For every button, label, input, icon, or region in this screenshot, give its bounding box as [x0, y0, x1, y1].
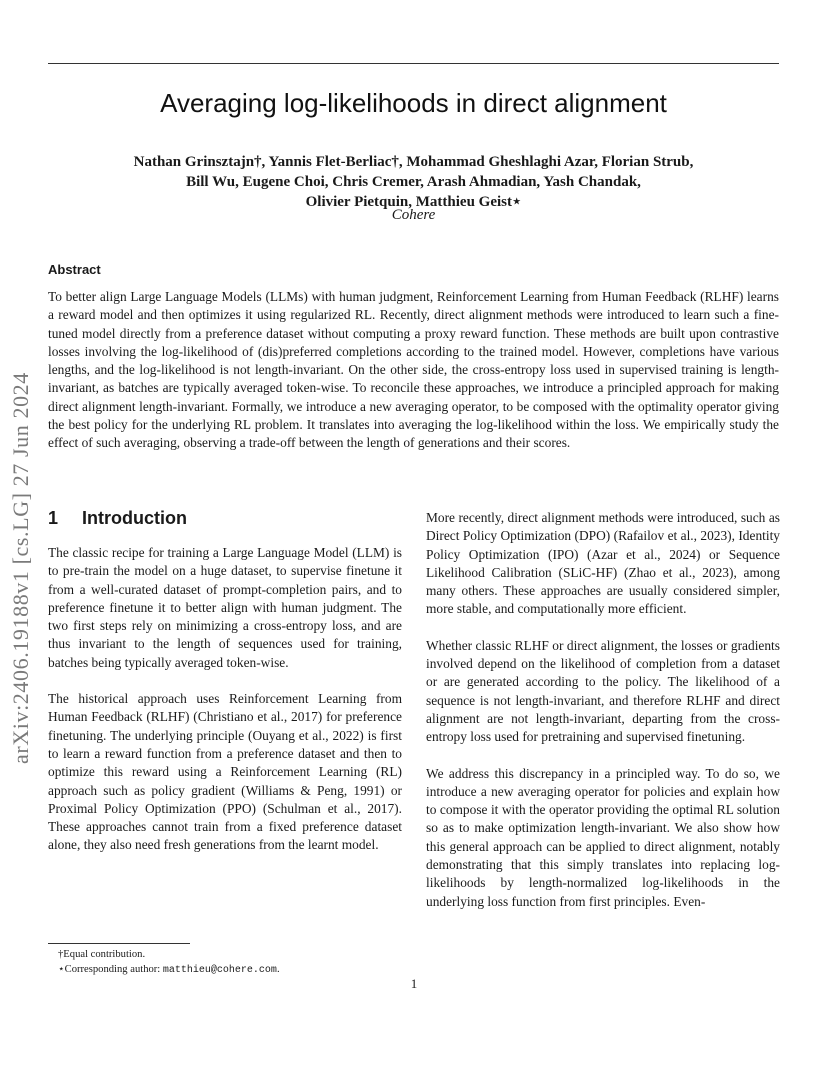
arxiv-identifier-stamp: arXiv:2406.19188v1 [cs.LG] 27 Jun 2024 — [8, 372, 33, 764]
left-paragraph-1: The classic recipe for training a Large Language Model (LLM) is to pre-train the model on a huge dataset, to supervise finetune it from a well-curated dataset of prompt-completion pairs, and to preference finetune it to better align with human judgment. The two first steps rely on minimizing a cross-entropy loss, and are thus invariant to the length of sequences used for training, batches being typically averaged token-wise. — [48, 545, 402, 670]
right-paragraph-1: More recently, direct alignment methods were introduced, such as Direct Policy Optimization (DPO) (Rafailov et al., 2023), Identity Policy Optimization (IPO) (Azar et al., 2024) or Sequence Likelihood Calibration (SLiC-HF) (Zhao et al., 2023), among many others. These approaches are usually considered simpler, more stable, and computationally more efficient. — [426, 510, 780, 617]
left-paragraph-2: The historical approach uses Reinforcement Learning from Human Feedback (RLHF) (Christiano et al., 2017) for preference finetuning. The underlying principle (Ouyang et al., 2022) is first to learn a reward function from a preference dataset and then to optimize this reward using a Reinforcement Learning (RL) approach such as policy gradient (Williams & Peng, 1991) or Proximal Policy Optimization (PPO) (Schulman et al., 2017). These approaches cannot train from a fixed preference dataset alone, they also need fresh generations from the learnt model. — [48, 691, 402, 853]
page-number: 1 — [410, 976, 418, 991]
section-title: Introduction — [82, 508, 187, 528]
abstract-heading: Abstract — [48, 262, 101, 277]
author-email-link[interactable]: matthieu@cohere.com — [162, 965, 277, 976]
footnote-rule — [48, 943, 190, 944]
author-line-3: Olivier Pietquin, Matthieu Geist⋆ — [305, 194, 522, 210]
footnotes — [58, 947, 280, 978]
author-list — [48, 152, 779, 212]
right-paragraph-2: Whether classic RLHF or direct alignment, the losses or gradients involved depend on the likelihood of completion from a dataset or are generated according to the policy. The likelihood of a sequence is not length-invariant, and therefore RLHF and direct alignment are not length-invariant, departing from the cross-entropy loss used for pretraining and supervised finetuning. — [426, 637, 780, 745]
right-paragraph-3: We address this discrepancy in a principled way. To do so, we introduce a new averaging operator for policies and explain how to compose it with the operator providing the optimal RL solution so as to make optimization length-invariant. We also show how this general approach can be applied to direct alignment, notably demonstrating that this simply translates into replacing log-likelihoods by length-normalized log-likelihoods in the underlying loss function from first principles. Even- — [426, 765, 780, 909]
footnote-corresponding-label: ⋆Corresponding author: — [58, 964, 163, 975]
section-number: 1 — [48, 508, 59, 528]
left-column — [48, 506, 402, 873]
footnote-equal-contribution: †Equal contribution. — [58, 949, 146, 960]
author-line-2: Bill Wu, Eugene Choi, Chris Cremer, Arash Ahmadian, Yash Chandak, — [186, 174, 641, 190]
paper-title: Averaging log-likelihoods in direct alignment — [160, 88, 667, 118]
right-column — [426, 509, 780, 929]
section-heading — [48, 506, 402, 530]
top-rule — [48, 63, 779, 64]
author-line-1: Nathan Grinsztajn†, Yannis Flet-Berliac†, Mohammad Gheshlaghi Azar, Florian Strub, — [133, 154, 694, 170]
affiliation: Cohere — [391, 207, 436, 223]
abstract-text: To better align Large Language Models (LLMs) with human judgment, Reinforcement Learning from Human Feedback (RLHF) learns a reward model and then optimizes it using regularized RL. Recently, direct alignment methods were introduced to learn such a fine-tuned model directly from a preference dataset without computing a proxy reward function. These methods are built upon contrastive losses involving the log-likelihood of (dis)preferred completions according to the trained model. However, completions have various lengths, and the log-likelihood is not length-invariant. On the other side, the cross-entropy loss used in supervised training is length-invariant, as batches are typically averaged token-wise. To reconcile these approaches, we introduce a principled approach for making direct alignment length-invariant. Formally, we introduce a new averaging operator, to be composed with the optimality operator giving the best policy for the underlying RL problem. It translates into averaging the log-likelihood within the loss. We empirically study the effect of such averaging, observing a trade-off between the length of generations and their scores. — [48, 289, 779, 451]
footnote-period: . — [276, 964, 280, 975]
